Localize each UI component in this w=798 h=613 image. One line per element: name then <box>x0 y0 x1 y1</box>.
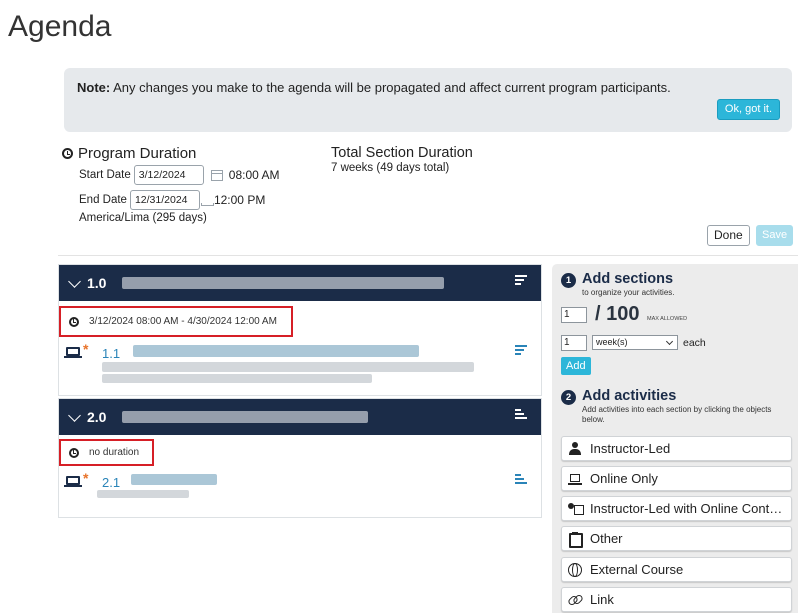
section-count-input[interactable]: 1 <box>561 307 587 323</box>
calendar-icon[interactable] <box>201 203 214 206</box>
save-button[interactable]: Save <box>756 225 793 246</box>
sections-list <box>58 264 542 518</box>
required-star-icon: * <box>83 341 89 357</box>
activity-label: Online Only <box>590 471 658 486</box>
link-icon <box>568 593 582 607</box>
item-description-redacted <box>102 374 372 383</box>
note-text <box>77 80 671 95</box>
program-duration <box>62 145 332 224</box>
total-duration-heading: Total Section Duration <box>331 145 473 161</box>
total-duration-value: 7 weeks (49 days total) <box>331 162 450 174</box>
start-time[interactable]: 08:00 AM <box>228 168 280 182</box>
end-date-label: End Date <box>79 194 127 206</box>
section-header[interactable] <box>59 265 541 301</box>
clock-icon <box>69 317 79 327</box>
note-label: Note: <box>77 80 111 95</box>
activity-instructor-led-online[interactable] <box>561 496 792 521</box>
ok-got-it-button[interactable]: Ok, got it. <box>717 99 780 120</box>
section-duration <box>59 306 293 337</box>
section-2 <box>58 398 542 518</box>
activity-other[interactable] <box>561 526 792 551</box>
activity-external-course[interactable] <box>561 557 792 582</box>
note-banner <box>64 68 792 132</box>
sort-icon[interactable] <box>515 409 529 423</box>
total-section-duration <box>331 145 473 174</box>
instructor-icon <box>568 442 582 456</box>
item-number: 1.1 <box>102 346 121 361</box>
chevron-down-icon[interactable] <box>68 275 81 288</box>
item-description-redacted <box>102 362 474 372</box>
list-item[interactable] <box>59 466 541 516</box>
globe-icon <box>568 563 582 577</box>
timezone-text: America/Lima (295 days) <box>79 212 207 224</box>
section-1 <box>58 264 542 396</box>
clock-icon <box>62 148 73 159</box>
section-duration-text: 3/12/2024 08:00 AM - 4/30/2024 12:00 AM <box>89 316 277 327</box>
max-allowed-label: MAX ALLOWED <box>647 316 688 322</box>
section-number: 2.0 <box>87 409 107 425</box>
end-time[interactable]: 12:00 PM <box>213 193 266 207</box>
clipboard-icon <box>568 532 582 546</box>
section-count-total: / 100 <box>595 303 640 325</box>
blended-icon <box>568 502 582 516</box>
add-activities-subtitle: Add activities into each section by clicking the objects below. <box>582 405 772 424</box>
sort-icon[interactable] <box>515 474 529 488</box>
done-button[interactable]: Done <box>707 225 750 246</box>
add-sections-subtitle: to organize your activities. <box>582 288 675 297</box>
laptop-icon <box>568 472 582 486</box>
item-description-redacted <box>97 490 189 498</box>
activity-label: Instructor-Led with Online Cont… <box>590 501 783 516</box>
section-duration-text: no duration <box>89 447 140 458</box>
add-activities-step <box>561 388 778 425</box>
step-number: 1 <box>561 273 576 288</box>
add-sections-button[interactable]: Add <box>561 357 591 375</box>
add-sections-title: Add sections <box>582 271 674 287</box>
section-number: 1.0 <box>87 275 107 291</box>
item-number: 2.1 <box>102 475 121 490</box>
laptop-icon <box>66 476 80 485</box>
list-item[interactable] <box>59 337 541 389</box>
laptop-icon <box>66 347 80 356</box>
section-title-redacted <box>122 411 368 423</box>
note-message: Any changes you make to the agenda will be propagated and affect current program participants. <box>113 80 671 95</box>
calendar-icon[interactable] <box>211 170 223 181</box>
add-sections-step <box>561 271 675 298</box>
activity-label: Instructor-Led <box>590 441 671 456</box>
activity-instructor-led[interactable] <box>561 436 792 461</box>
section-header[interactable] <box>59 399 541 435</box>
clock-icon <box>69 448 79 458</box>
start-date-label: Start Date <box>79 169 131 181</box>
divider <box>58 255 798 256</box>
section-title-redacted <box>122 277 444 289</box>
activity-label: Link <box>590 592 614 607</box>
item-title-redacted[interactable] <box>133 345 419 357</box>
item-title-redacted[interactable] <box>131 474 217 485</box>
period-unit-select[interactable] <box>592 335 678 350</box>
period-unit-value: week(s) <box>596 337 628 347</box>
activity-online-only[interactable] <box>561 466 792 491</box>
sort-icon[interactable] <box>515 345 529 359</box>
sort-icon[interactable] <box>515 275 529 289</box>
builder-panel <box>552 264 798 613</box>
required-star-icon: * <box>83 470 89 486</box>
program-duration-heading: Program Duration <box>78 145 197 162</box>
activity-label: External Course <box>590 562 684 577</box>
start-date-input[interactable]: 3/12/2024 <box>134 165 204 185</box>
period-input[interactable]: 1 <box>561 335 587 351</box>
chevron-down-icon[interactable] <box>68 409 81 422</box>
activity-link[interactable] <box>561 587 792 612</box>
add-activities-title: Add activities <box>582 388 677 404</box>
each-label: each <box>683 337 706 349</box>
page-title: Agenda <box>8 10 112 43</box>
chevron-down-icon <box>666 338 673 345</box>
activity-label: Other <box>590 531 623 546</box>
section-duration <box>59 439 154 466</box>
end-date-input[interactable]: 12/31/2024 <box>130 190 200 210</box>
step-number: 2 <box>561 390 576 405</box>
